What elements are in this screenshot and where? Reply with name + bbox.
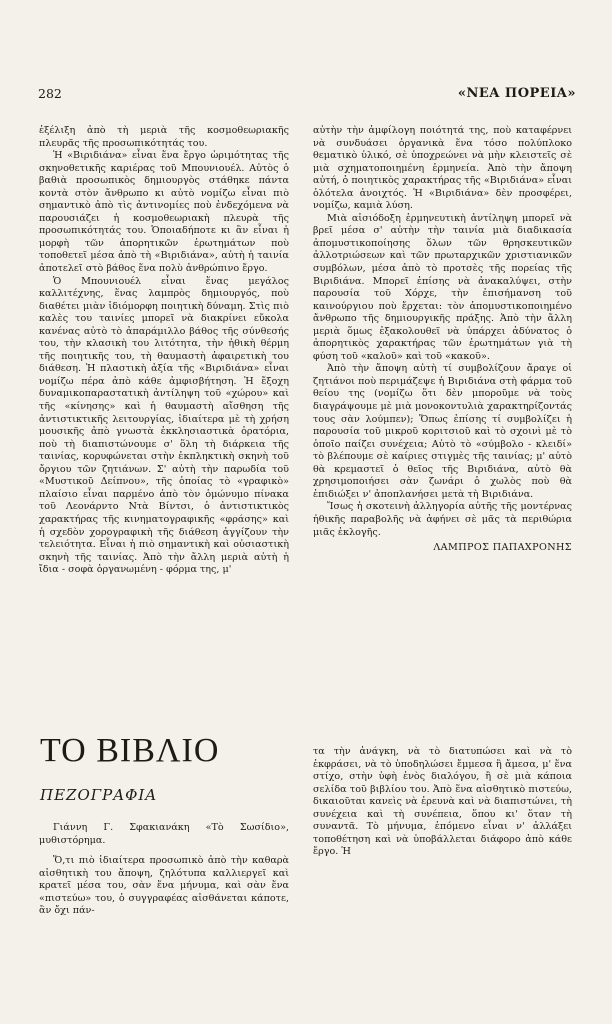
review-column-left (39, 822, 289, 1022)
paragraph: αὐτὴν τὴν ἀμφίλογη ποιότητά της, ποὺ καταφέρνει νὰ συνδυάσει ὀργανικὰ ἕνα τόσο πολύπλοκο θεματικὸ ὑλικό, σὲ ὑποχρεώνει νὰ μὴν κλειστεῖς σὲ μιὰ σχηματοποιημένη ἑρμηνεία. Ἀπὸ τὴν ἄποψη αὐτή, ὁ ποιητικὸς χαρακτήρας τῆς «Βιριδιάνα» εἶναι ὁλότελα ἀνοιχτός. Ἡ «Βιριδιάνα» δὲν προσφέρει, νομίζω, καμιὰ λύση. (313, 125, 572, 212)
paragraph: Ἡ «Βιριδιάνα» εἶναι ἕνα ἔργο ὡριμότητας τῆς σκηνοθετικῆς καριέρας τοῦ Μπουνιουέλ. Αὐτὸς ὁ βαθιὰ προσωπικὸς δημιουργὸς στάθηκε πάντα κοντὰ στὸν ἄνθρωπο κι αὐτὸ νομίζω εἶναι πιὸ σημαντικὸ ἀπὸ τὶς ἀντινομίες ποὺ ἐνδεχόμενα νὰ παρουσιάζει ἡ κοσμοθεωριακὴ πλευρὰ τῆς προσωπικότητάς του. Ὁποιαδήποτε κι ἂν εἶναι ἡ μορφὴ τῶν ἀπορητικῶν ἐρωτημάτων ποὺ τοποθετεῖ μέσα ἀπὸ τὴ «Βιριδιάνα», αὐτὴ ἡ ταινία ἀποτελεῖ στὸ βάθος ἕνα πολὺ ἀνθρώπινο ἔργο. (39, 150, 289, 275)
page-header (38, 86, 576, 102)
paragraph: Ὁ Μπουνιουέλ εἶναι ἕνας μεγάλος καλλιτέχνης, ἕνας λαμπρὸς δημιουργός, ποὺ διαθέτει μιὰν ἰδιόμορφη ποιητικὴ δύναμη. Στὶς πιὸ καλὲς του ταινίες μπορεῖ νὰ διακρίνει εὔκολα κανένας αὐτὸ τὸ ἀπαράμιλλο βάθος τῆς σύνθεσής του, τὴν κλασικὴ του λιτότητα, τὴν ἠθικὴ θέρμη τῆς ποιητικῆς του, τὴ θαυμαστὴ ἀφαιρετικὴ του διάθεση. Ἡ πλαστικὴ ἀξία τῆς «Βιριδιάνα» εἶναι νομίζω πέρα ἀπὸ κάθε ἀμφισβήτηση. Ἡ ἔξοχη δυναμικοπαραστατικὴ ἀντίληψη τοῦ «χώρου» καὶ τῆς «κίνησης» καὶ ἡ θαυμαστὴ αἴσθηση τῆς ἀντιστικτικῆς λειτουργίας, ἰδιαίτερα μὲ τὴ χρήση μουσικῆς ἀπὸ γνωστὰ ἐκκλησιαστικὰ ὀρατόρια, ποὺ τὴ διαπιστώνουμε σ' ὅλη τὴ διάρκεια τῆς ταινίας, κορυφώνεται στὴν ἐκπληκτικὴ σκηνὴ τοῦ ὄργιου τῶν ζητιάνων. Σ' αὐτὴ τὴν παρωδία τοῦ «Μυστικοῦ Δείπνου», τῆς ὁποίας τὸ «γραφικὸ» πλαίσιο εἶναι παρμένο ἀπὸ τὸν ὁμώνυμο πίνακα τοῦ Λεονάρντο Ντὰ Βίντσι, ὁ ἀντιστικτικὸς χαρακτήρας τῆς κινηματογραφικῆς «φράσης» καὶ ἡ σχεδὸν χορογραφικὴ τῆς διάθεση ἀγγίζουν τὴν τελειότητα. Εἶναι ἡ πιὸ σημαντικὴ καὶ οὐσιαστικὴ σκηνὴ τῆς ταινίας. Ἀπὸ τὴν ἄλλη μεριὰ αὐτὴ ἡ ἴδια - σοφὰ ὀργανωμένη - φόρμα της, μ' (39, 275, 289, 576)
page-number: 282 (38, 86, 62, 101)
article-column-left (39, 125, 289, 705)
journal-title: «ΝΕΑ ΠΟΡΕΙΑ» (457, 86, 576, 101)
article-column-right (313, 125, 572, 705)
book-citation: Γιάννη Γ. Σφακιανάκη «Τὸ Σωσίδιο», μυθιστόρημα. (39, 822, 289, 846)
review-column-right (313, 746, 572, 1006)
section-title: ΤΟ ΒΙΒΛΙΟ (40, 732, 220, 769)
paragraph: Ἀπὸ τὴν ἄποψη αὐτὴ τί συμβολίζουν ἄραγε οἱ ζητιάνοι ποὺ περιμάζεψε ἡ Βιριδιάνα στὴ φάρμα τοῦ θείου της (νομίζω ὅτι δὲν μποροῦμε νὰ τοὺς διαγράψουμε μὲ μιὰ μονοκοντυλιὰ χαρακτηρίζοντάς τους σὰν λούμπεν); Ὅπως ἐπίσης τί συμβολίζει ἡ παρουσία τοῦ μικροῦ κοριτσιοῦ καὶ τὸ σχοινὶ μὲ τὸ ὁποῖο παίζει συνέχεια; Αὐτὸ τὸ «σύμβολο - κλειδί» τὸ βλέπουμε σὲ καίριες στιγμὲς τῆς ταινίας; μ' αὐτὸ θὰ κρεμαστεῖ ὁ θεῖος τῆς Βιριδιάνα, αὐτὸ θὰ χρησιμοποιήσει σὰν ζωνάρι ὁ χωλὸς ποὺ θὰ ἐπιδιώξει ν' ἀποπλανήσει μετὰ τὴ Βιριδιάνα. (313, 363, 572, 500)
section-subtitle: ΠΕΖΟΓΡΑΦΙΑ (40, 786, 158, 804)
paragraph: ἐξέλιξη ἀπὸ τὴ μεριὰ τῆς κοσμοθεωριακῆς πλευρᾶς τῆς προσωπικότητάς του. (39, 125, 289, 149)
paragraph: Ἴσως ἡ σκοτεινὴ ἀλληγορία αὐτῆς τῆς μοντέρνας ἠθικῆς παραβολῆς νὰ ἀφήνει σὲ μᾶς τὰ περιθώρια μιᾶς ἐκλογῆς. (313, 501, 572, 538)
author-signature: ΛΑΜΠΡΟΣ ΠΑΠΑΧΡΟΝΗΣ (433, 542, 572, 554)
paragraph: τα τὴν ἀνάγκη, νὰ τὸ διατυπώσει καὶ νὰ τὸ ἐκφράσει, νὰ τὸ ὑποδηλώσει ἔμμεσα ἢ ἄμεσα, μ' ἕνα στίχο, στὴν ὑφὴ ἑνὸς διαλόγου, ἢ σὲ μιὰ κάποια σελίδα τοῦ βιβλίου του. Ἀπὸ ἕνα αἰσθητικὸ πιστεύω, δικαιοῦται κανεὶς νὰ ἐρευνὰ καὶ νὰ διαπιστώνει, τὴ συνέχεια καὶ τὴ συνέπεια, ὅπου κι' ὅταν τὴ συναντᾶ. Τὸ μήνυμα, ἑπόμενο εἶναι ν' ἀλλάξει τοποθέτηση καὶ νὰ ὑποβάλλεται διάφορο ἀπὸ κάθε ἔργο. Ἡ (313, 746, 572, 858)
paragraph: Ὅ,τι πιὸ ἰδιαίτερα προσωπικὸ ἀπὸ τὴν καθαρὰ αἰσθητικὴ του ἄποψη, ζηλότυπα καλλιεργεῖ καὶ κρατεῖ μέσα του, σὰν ἕνα μήνυμα, καὶ σὰν ἕνα «πιστεύω» του, ὁ συγγραφέας αἰσθάνεται κάποτε, ἂν ὄχι πάν- (39, 855, 289, 917)
paragraph: Μιὰ αἰσιόδοξη ἑρμηνευτικὴ ἀντίληψη μπορεῖ νὰ βρεῖ μέσα σ' αὐτὴν τὴν ταινία μιὰ διαδικασία ἀπομυστικοποίησης ὅλων τῶν θρησκευτικῶν ἀλλοτριώσεων καὶ τῶν πρωταρχικῶν χριστιανικῶν συμβόλων, μέσα ἀπὸ τὸ προτσὲς τῆς πορείας τῆς Βιριδιάνα. Μπορεῖ ἐπίσης νὰ ἀνακαλύψει, στὴν παρουσία τοῦ Χόρχε, τὴν ἐπισήμανση τοῦ καινούργιου ποὺ ἔρχεται: τὸν ἀπομυστικοποιημένο ἄνθρωπο τῆς δημιουργικῆς πράξης. Ἀπὸ τὴν ἄλλη μεριὰ ὅμως ἐξακολουθεῖ νὰ ὑπάρχει ἀδύνατος ὁ ἀπορητικὸς χαρακτήρας τῶν ἐρωτημάτων γιὰ τὴ φύση τοῦ «καλοῦ» καὶ τοῦ «κακοῦ». (313, 212, 572, 362)
